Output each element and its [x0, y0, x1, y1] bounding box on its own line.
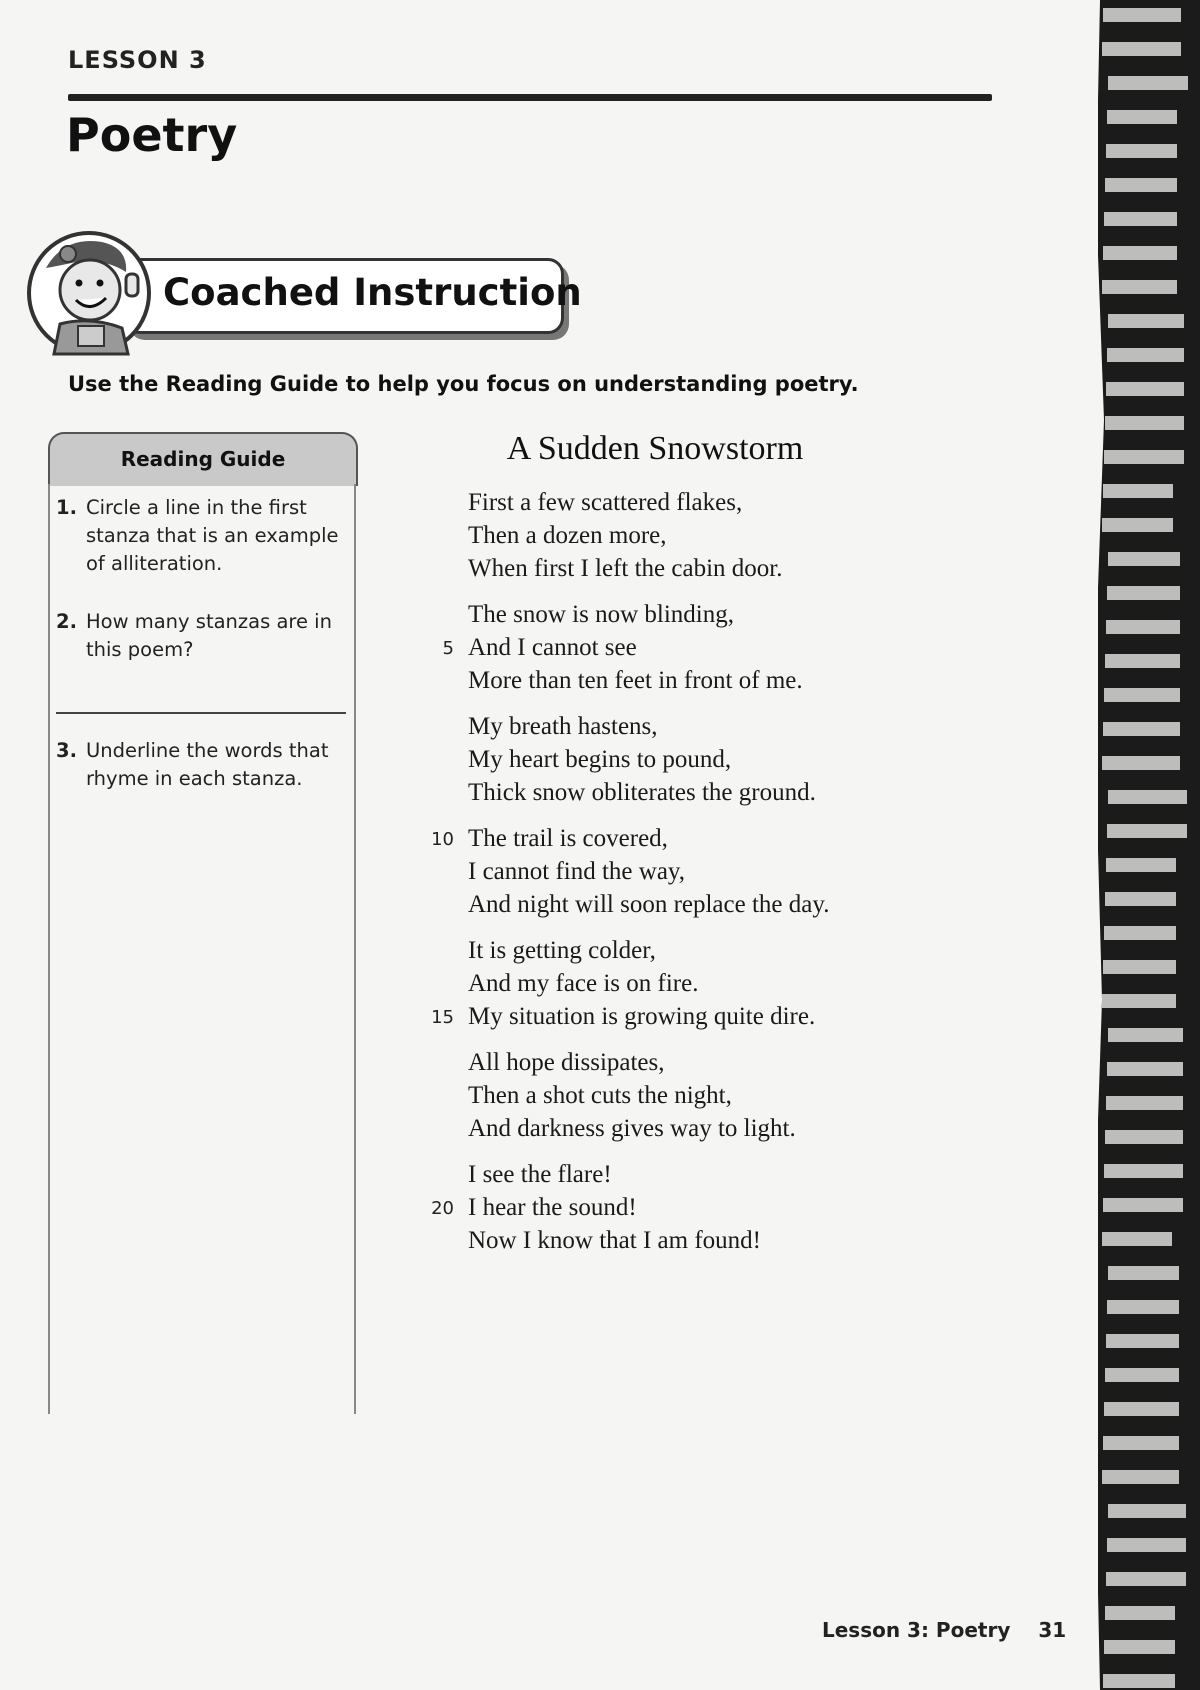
perforation-strip [1102, 280, 1177, 294]
line-text: My breath hastens, [468, 713, 658, 740]
poem [410, 486, 970, 1270]
perforation-strip [1105, 892, 1176, 906]
poem-line [410, 776, 970, 809]
perforation-strip [1105, 416, 1184, 430]
poem-line [410, 710, 970, 743]
perforation-strip [1102, 518, 1173, 532]
line-text: The snow is now blinding, [468, 601, 734, 628]
poem-line [410, 519, 970, 552]
line-number: 10 [431, 829, 454, 850]
line-text: My heart begins to pound, [468, 746, 732, 773]
poem-line [410, 1191, 970, 1224]
stanza-4 [410, 822, 970, 921]
reading-guide-box [48, 484, 356, 1414]
line-number: 15 [431, 1007, 454, 1028]
perforation-strip [1108, 1504, 1186, 1518]
guide-item-1 [56, 494, 346, 578]
line-text: My situation is growing quite dire. [468, 1003, 816, 1030]
perforation-strip [1107, 1062, 1183, 1076]
perforation-strip [1102, 1232, 1172, 1246]
poem-line [410, 1079, 970, 1112]
perforation-strip [1104, 450, 1184, 464]
guide-item-number: 3. [56, 739, 77, 762]
perforation-strip [1107, 1538, 1186, 1552]
perforation-strip [1103, 8, 1181, 22]
poem-line [410, 822, 970, 855]
page-number: 31 [1038, 1618, 1067, 1642]
line-text: The trail is covered, [468, 825, 668, 852]
perforation-strip [1104, 1640, 1175, 1654]
perforation-strip [1102, 994, 1176, 1008]
page-title: Poetry [66, 108, 238, 162]
poem-line [410, 1158, 970, 1191]
perforation-strip [1108, 314, 1184, 328]
instruction-text: Use the Reading Guide to help you focus on understanding poetry. [68, 372, 859, 396]
perforation-strip [1104, 1164, 1183, 1178]
perforation-strip [1104, 688, 1180, 702]
guide-item-number: 1. [56, 496, 77, 519]
line-text: Then a shot cuts the night, [468, 1082, 732, 1109]
guide-item-3 [56, 737, 346, 793]
perforation-strip [1108, 552, 1180, 566]
stanza-1 [410, 486, 970, 585]
poem-line [410, 888, 970, 921]
poem-line [410, 552, 970, 585]
perforation-strip [1106, 1334, 1179, 1348]
perforation-strip [1105, 1606, 1175, 1620]
perforation-strip [1107, 1300, 1179, 1314]
perforation-strip [1106, 382, 1184, 396]
stanza-3 [410, 710, 970, 809]
perforation-strip [1102, 756, 1180, 770]
perforation-strip [1106, 858, 1176, 872]
line-text: And darkness gives way to light. [468, 1115, 796, 1142]
poem-line [410, 1046, 970, 1079]
line-text: And my face is on fire. [468, 970, 699, 997]
perforation-strip [1103, 960, 1176, 974]
perforation-strip [1105, 1368, 1179, 1382]
perforation-strip [1104, 926, 1176, 940]
line-number: 20 [431, 1198, 454, 1219]
perforation-strip [1103, 1198, 1183, 1212]
poem-line [410, 598, 970, 631]
line-text: Then a dozen more, [468, 522, 667, 549]
guide-item-2 [56, 608, 346, 664]
perforation-strip [1102, 1470, 1179, 1484]
torn-binding-edge [1078, 0, 1200, 1690]
coached-instruction-banner [124, 258, 582, 334]
perforation-strip [1108, 790, 1187, 804]
line-number: 5 [442, 638, 454, 659]
page-footer [822, 1618, 1066, 1642]
perforation-strip [1108, 1028, 1183, 1042]
answer-line[interactable] [56, 712, 346, 714]
line-text: First a few scattered flakes, [468, 489, 743, 516]
guide-item-text: Circle a line in the first stanza that is an example of alliteration. [86, 496, 339, 575]
line-text: And night will soon replace the day. [468, 891, 830, 918]
line-text: I cannot find the way, [468, 858, 686, 885]
perforation-strip [1108, 76, 1188, 90]
line-text: And I cannot see [468, 634, 637, 661]
line-text: I hear the sound! [468, 1194, 637, 1221]
perforation-strip [1103, 246, 1177, 260]
poem-line [410, 664, 970, 697]
stanza-2 [410, 598, 970, 697]
perforation-strip [1102, 42, 1181, 56]
line-text: I see the flare! [468, 1161, 612, 1188]
poem-line [410, 1224, 970, 1257]
perforation-strip [1107, 824, 1187, 838]
guide-item-text: How many stanzas are in this poem? [86, 610, 332, 661]
perforation-strip [1105, 178, 1177, 192]
poem-line [410, 934, 970, 967]
stanza-7 [410, 1158, 970, 1257]
line-text: When first I left the cabin door. [468, 555, 783, 582]
poem-title: A Sudden Snowstorm [506, 430, 804, 467]
poem-line [410, 631, 970, 664]
line-text: More than ten feet in front of me. [468, 667, 803, 694]
perforation-strip [1103, 722, 1180, 736]
reading-guide-header [48, 432, 358, 486]
title-rule [68, 94, 992, 101]
poem-line [410, 967, 970, 1000]
poem-line [410, 855, 970, 888]
line-text: Now I know that I am found! [468, 1227, 761, 1254]
perforation-strip [1105, 1130, 1183, 1144]
perforation-strip [1106, 1572, 1186, 1586]
perforation-strip [1103, 1436, 1179, 1450]
perforation-strip [1107, 348, 1184, 362]
stanza-5 [410, 934, 970, 1033]
guide-item-text: Underline the words that rhyme in each stanza. [86, 739, 329, 790]
line-text: Thick snow obliterates the ground. [468, 779, 816, 806]
poem-line [410, 1112, 970, 1145]
line-text: It is getting colder, [468, 937, 656, 964]
perforation-strip [1107, 110, 1177, 124]
coach-mascot-icon [24, 228, 154, 358]
footer-label: Lesson 3: Poetry [822, 1618, 1011, 1642]
perforation-strip [1104, 1402, 1179, 1416]
poem-line [410, 1000, 970, 1033]
perforation-strip [1106, 620, 1180, 634]
perforation-strip [1108, 1266, 1179, 1280]
reading-guide-title: Reading Guide [120, 447, 286, 471]
perforation-strip [1106, 1096, 1183, 1110]
perforation-strip [1107, 586, 1180, 600]
line-text: All hope dissipates, [468, 1049, 665, 1076]
perforation-strip [1103, 1674, 1175, 1688]
perforation-strip [1106, 144, 1177, 158]
stanza-6 [410, 1046, 970, 1145]
perforation-strip [1105, 654, 1180, 668]
perforation-strip [1104, 212, 1177, 226]
coached-instruction-title: Coached Instruction [163, 271, 582, 314]
poem-line [410, 743, 970, 776]
perforation-strip [1103, 484, 1173, 498]
poem-line [410, 486, 970, 519]
lesson-label: LESSON 3 [68, 46, 207, 74]
guide-item-number: 2. [56, 610, 77, 633]
